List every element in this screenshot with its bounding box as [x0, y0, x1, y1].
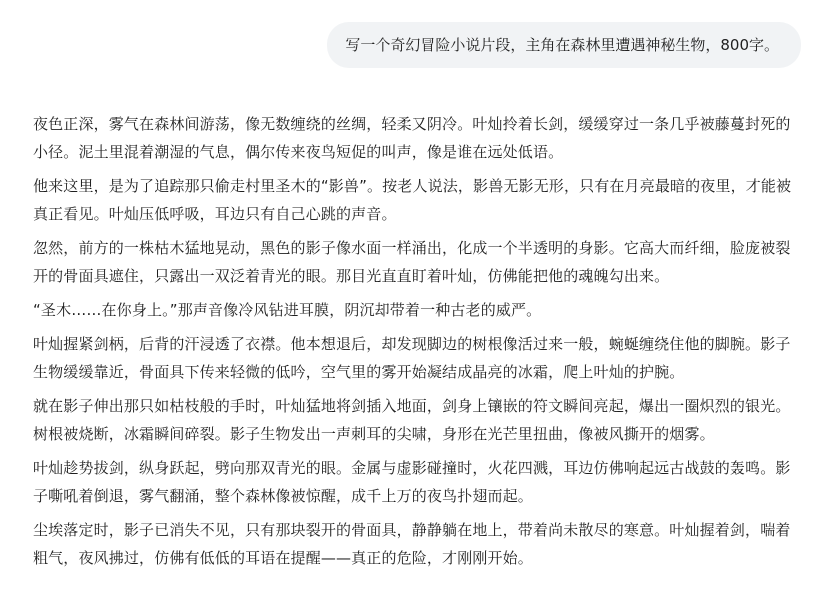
response-paragraph: 尘埃落定时，影子已消失不见，只有那块裂开的骨面具，静静躺在地上，带着尚未散尽的寒意。叶灿握着剑，喘着粗气，夜风拂过，仿佛有低低的耳语在提醒——真正的危险，才刚刚开始。 — [33, 521, 791, 567]
response-paragraph: 叶灿握紧剑柄，后背的汗浸透了衣襟。他本想退后，却发现脚边的树根像活过来一般，蜿蜒缠绕住他的脚腕。影子生物缓缓靠近，骨面具下传来轻微的低吟，空气里的雾开始凝结成晶亮的冰霜，爬上叶灿的护腕。 — [33, 335, 791, 381]
response-paragraph: 他来这里，是为了追踪那只偷走村里圣木的“影兽”。按老人说法，影兽无影无形，只有在月亮最暗的夜里，才能被真正看见。叶灿压低呼吸，耳边只有自己心跳的声音。 — [33, 177, 792, 223]
response-paragraph: 叶灿趁势拔剑，纵身跃起，劈向那双青光的眼。金属与虚影碰撞时，火花四溅，耳边仿佛响起远古战鼓的轰鸣。影子嘶吼着倒退，雾气翻涌，整个森林像被惊醒，成千上万的夜鸟扑翅而起。 — [33, 459, 791, 505]
response-paragraph: “圣木……在你身上。”那声音像冷风钻进耳膜，阴沉却带着一种古老的威严。 — [33, 301, 542, 319]
user-message-bubble[interactable]: 写一个奇幻冒险小说片段，主角在森林里遭遇神秘生物，800字。 — [327, 22, 801, 68]
response-paragraph: 夜色正深，雾气在森林间游荡，像无数缠绕的丝绸，轻柔又阴冷。叶灿拎着长剑，缓缓穿过一条几乎被藤蔓封死的小径。泥土里混着潮湿的气息，偶尔传来夜鸟短促的叫声，像是谁在远处低语。 — [33, 115, 791, 161]
response-paragraph: 就在影子伸出那只如枯枝般的手时，叶灿猛地将剑插入地面，剑身上镶嵌的符文瞬间亮起，爆出一圈炽烈的银光。树根被烧断，冰霜瞬间碎裂。影子生物发出一声刺耳的尖啸，身形在光芒里扭曲，像被风撕开的烟雾。 — [33, 397, 791, 443]
user-message-row — [327, 22, 801, 68]
response-paragraph: 忽然，前方的一株枯木猛地晃动，黑色的影子像水面一样涌出，化成一个半透明的身影。它高大而纤细，脸庞被裂开的骨面具遮住，只露出一双泛着青光的眼。那目光直直盯着叶灿，仿佛能把他的魂魄勾出来。 — [33, 239, 791, 285]
assistant-response — [33, 110, 805, 578]
